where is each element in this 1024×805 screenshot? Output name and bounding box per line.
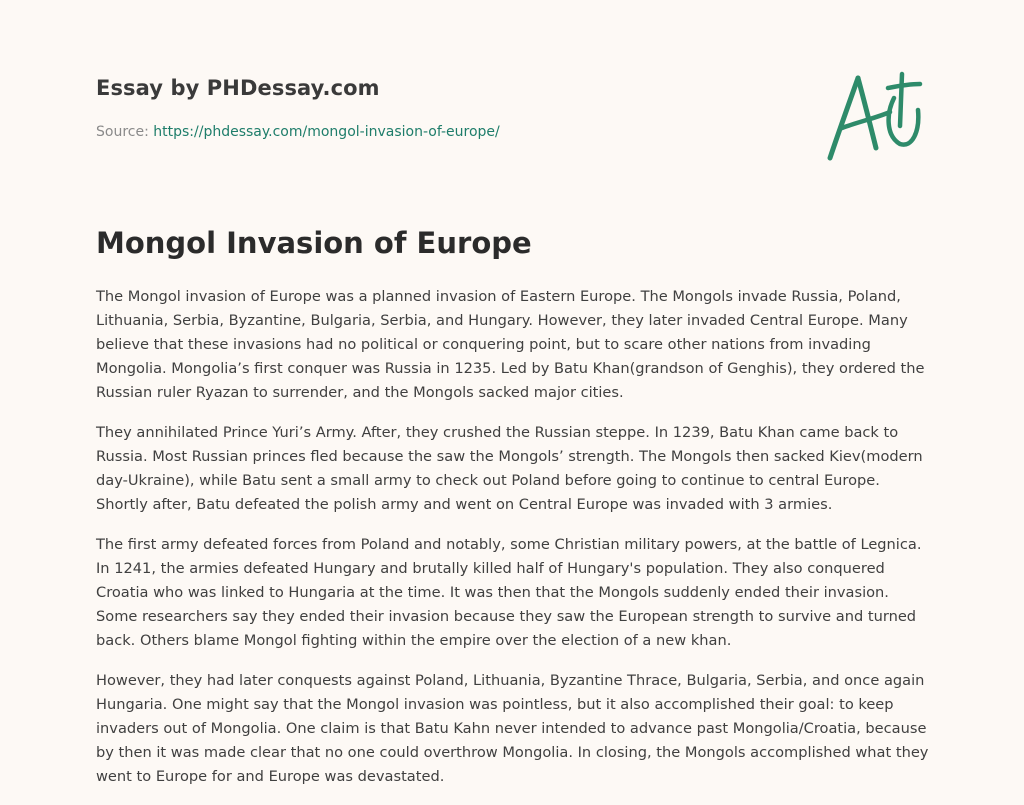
a-plus-icon	[824, 68, 928, 164]
essay-paragraph: They annihilated Prince Yuri’s Army. After, they crushed the Russian steppe. In 1239, Batu Khan came back to Russia. Most Russian princes fled because the saw the Mongols’ strength. The Mongols then sacked Kiev(modern day-Ukraine), while Batu sent a small army to check out Poland before going to continue to central Europe. Shortly after, Batu defeated the polish army and went on Central Europe was invaded with 3 armies.	[96, 424, 923, 513]
essay-paragraph: The first army defeated forces from Poland and notably, some Christian military powers, at the battle of Legnica. In 1241, the armies defeated Hungary and brutally killed half of Hungary's population. They also conquered Croatia who was linked to Hungaria at the time. It was then that the Mongols suddenly ended their invasion. Some researchers say they ended their invasion because they saw the European strength to survive and turned back. Others blame Mongol fighting within the empire over the election of a new khan.	[96, 536, 922, 649]
source-label: Source:	[96, 124, 149, 140]
essay-paragraph: However, they had later conquests against Poland, Lithuania, Byzantine Thrace, Bulgaria, Serbia, and once again Hungaria. One might say that the Mongol invasion was pointless, but it also accomplished their goal: to keep invaders out of Mongolia. One claim is that Batu Kahn never intended to advance past Mongolia/Croatia, because by then it was made clear that no one could overthrow Mongolia. In closing, the Mongols accomplished what they went to Europe for and Europe was devastated.	[96, 672, 929, 785]
site-brand: Essay by PHDessay.com	[96, 76, 380, 100]
source-line	[96, 124, 500, 140]
essay-paragraph: The Mongol invasion of Europe was a planned invasion of Eastern Europe. The Mongols invade Russia, Poland, Lithuania, Serbia, Byzantine, Bulgaria, Serbia, and Hungary. However, they later invaded Central Europe. Many believe that these invasions had no political or conquering point, but to scare other nations from invading Mongolia. Mongolia’s first conquer was Russia in 1235. Led by Batu Khan(grandson of Genghis), they ordered the Russian ruler Ryazan to surrender, and the Mongols sacked major cities.	[96, 288, 925, 401]
source-link[interactable]: https://phdessay.com/mongol-invasion-of-europe/	[153, 124, 500, 140]
essay-body	[96, 285, 931, 805]
essay-title: Mongol Invasion of Europe	[96, 226, 532, 260]
